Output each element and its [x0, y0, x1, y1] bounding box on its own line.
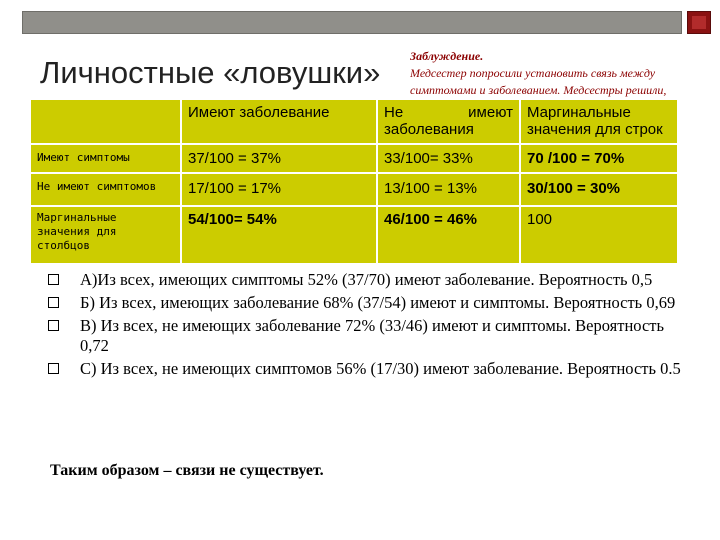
list-item: [48, 270, 688, 290]
cell-marginal-total: 100: [520, 206, 678, 264]
list-item: [48, 293, 688, 313]
bullet-text: В) Из всех, не имеющих заболевание 72% (33/46) имеют и симптомы. Вероятность 0,72: [80, 316, 665, 355]
cell-marginal-no-disease: 46/100 = 46%: [377, 206, 520, 264]
bullet-list: [48, 270, 688, 382]
row-label-column-marginals-text: Маргинальные значения для столбцов: [37, 211, 117, 252]
bullet-text: А)Из всех, имеющих симптомы 52% (37/70) имеют заболевание. Вероятность 0,5: [80, 270, 653, 289]
cell-no-symptoms-marginal: 30/100 = 30%: [520, 173, 678, 206]
slide-title: Личностные «ловушки»: [40, 55, 381, 90]
square-bullet-icon: [48, 274, 59, 285]
cell-symptoms-disease: 37/100 = 37%: [181, 144, 377, 173]
bullet-text: Б) Из всех, имеющих заболевание 68% (37/54) имеют и симптомы. Вероятность 0,69: [80, 293, 676, 312]
header-no-disease-line1: Не имеют: [384, 104, 513, 121]
cell-symptoms-marginal: 70 /100 = 70%: [520, 144, 678, 173]
header-row-marginals-line2: значения для строк: [527, 121, 663, 138]
decorative-top-bar: [22, 11, 682, 34]
header-has-disease-label: Имеют заболевание: [188, 104, 330, 121]
list-item: [48, 316, 688, 356]
decorative-corner-square: [687, 11, 711, 34]
side-note: [410, 48, 715, 100]
bullet-text: С) Из всех, не имеющих симптомов 56% (17/30) имеют заболевание. Вероятность 0.5: [80, 359, 681, 378]
square-bullet-icon: [48, 297, 59, 308]
header-no-disease: [377, 99, 520, 144]
row-label-no-symptoms: Не имеют симптомов: [30, 173, 181, 206]
list-item: [48, 359, 688, 379]
square-bullet-icon: [48, 363, 59, 374]
side-note-heading: Заблуждение.: [410, 49, 484, 63]
header-no-disease-line2: заболевания: [384, 121, 474, 138]
header-row-marginals-line1: Маргинальные: [527, 104, 631, 121]
header-row-marginals: [520, 99, 678, 144]
cell-no-symptoms-no-disease: 13/100 = 13%: [377, 173, 520, 206]
cell-symptoms-no-disease: 33/100= 33%: [377, 144, 520, 173]
header-has-disease: [181, 99, 377, 144]
row-label-has-symptoms: Имеют симптомы: [30, 144, 181, 173]
cell-marginal-disease: 54/100= 54%: [181, 206, 377, 264]
table-corner-cell: [30, 99, 181, 144]
conclusion-text: Таким образом – связи не существует.: [50, 462, 324, 479]
decorative-corner-inner: [692, 16, 706, 29]
square-bullet-icon: [48, 320, 59, 331]
side-note-text: Медсестер попросили установить связь между симптомами и заболеванием. Медсестры решили,: [410, 66, 667, 97]
row-label-column-marginals: [30, 206, 181, 264]
cell-no-symptoms-disease: 17/100 = 17%: [181, 173, 377, 206]
